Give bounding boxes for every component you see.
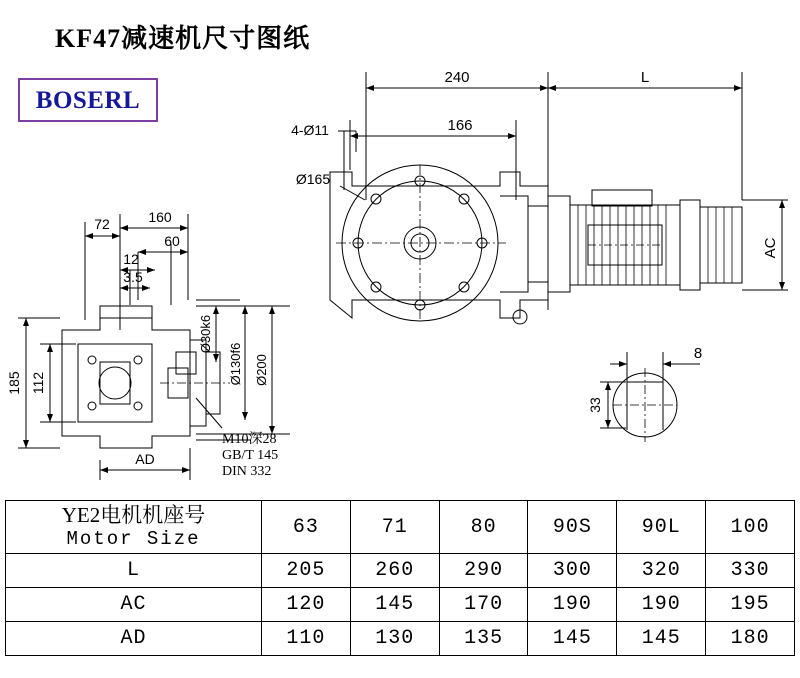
cell-AC-71: 145 — [350, 588, 439, 622]
cell-L-71: 260 — [350, 554, 439, 588]
dim-L: L — [640, 69, 650, 86]
dim-d30k6: Ø30k6 — [198, 314, 213, 354]
cell-L-100: 330 — [706, 554, 795, 588]
dim-12: 12 — [123, 251, 139, 267]
motor-size-table — [5, 500, 795, 656]
dim-160: 160 — [148, 209, 172, 225]
table-col-90s: 90S — [528, 501, 617, 554]
cell-AD-63: 110 — [262, 622, 351, 656]
cell-AC-80: 170 — [439, 588, 528, 622]
note-gbt145: GB/T 145 — [222, 448, 279, 463]
dim-3-5: 3.5 — [123, 269, 143, 285]
dim-AD: AD — [135, 451, 155, 467]
table-col-90l: 90L — [617, 501, 706, 554]
cell-AD-80: 135 — [439, 622, 528, 656]
table-col-100: 100 — [706, 501, 795, 554]
row-label-L: L — [6, 554, 262, 588]
row-label-AC: AC — [6, 588, 262, 622]
cell-AD-71: 130 — [350, 622, 439, 656]
table-col-80: 80 — [439, 501, 528, 554]
dim-60: 60 — [164, 233, 180, 249]
brand-logo-text: BOSERL — [35, 87, 141, 114]
dim-d165: Ø165 — [295, 171, 331, 187]
dim-240: 240 — [444, 69, 470, 86]
table-col-63: 63 — [262, 501, 351, 554]
dim-166: 166 — [447, 117, 473, 134]
cell-L-80: 290 — [439, 554, 528, 588]
dim-d200: Ø200 — [254, 354, 269, 386]
table-row — [6, 622, 795, 656]
cell-AD-90s: 145 — [528, 622, 617, 656]
dim-AC: AC — [762, 237, 779, 259]
dim-112: 112 — [30, 371, 46, 395]
dim-72: 72 — [94, 216, 110, 232]
cell-L-90s: 300 — [528, 554, 617, 588]
table-col-71: 71 — [350, 501, 439, 554]
note-din332: DIN 332 — [222, 464, 272, 479]
row-label-AD: AD — [6, 622, 262, 656]
dim-d130f6: Ø130f6 — [228, 342, 243, 386]
dim-4xd11: 4-Ø11 — [291, 122, 329, 138]
table-header-motor-size — [6, 501, 262, 554]
cell-AD-90l: 145 — [617, 622, 706, 656]
dim-185: 185 — [6, 371, 22, 395]
table-row — [6, 554, 795, 588]
cell-AD-100: 180 — [706, 622, 795, 656]
cell-AC-90l: 190 — [617, 588, 706, 622]
table-header-row — [6, 501, 795, 554]
cell-L-63: 205 — [262, 554, 351, 588]
dim-8: 8 — [693, 345, 703, 362]
note-m10: M10深28 — [222, 432, 277, 447]
table-header-en: Motor Size — [66, 528, 201, 550]
table-header-cn: YE2电机机座号 — [61, 503, 206, 527]
page-title: KF47减速机尺寸图纸 — [55, 24, 311, 53]
dim-33: 33 — [587, 397, 603, 413]
cell-L-90l: 320 — [617, 554, 706, 588]
cell-AC-63: 120 — [262, 588, 351, 622]
table-row — [6, 588, 795, 622]
cell-AC-90s: 190 — [528, 588, 617, 622]
cell-AC-100: 195 — [706, 588, 795, 622]
